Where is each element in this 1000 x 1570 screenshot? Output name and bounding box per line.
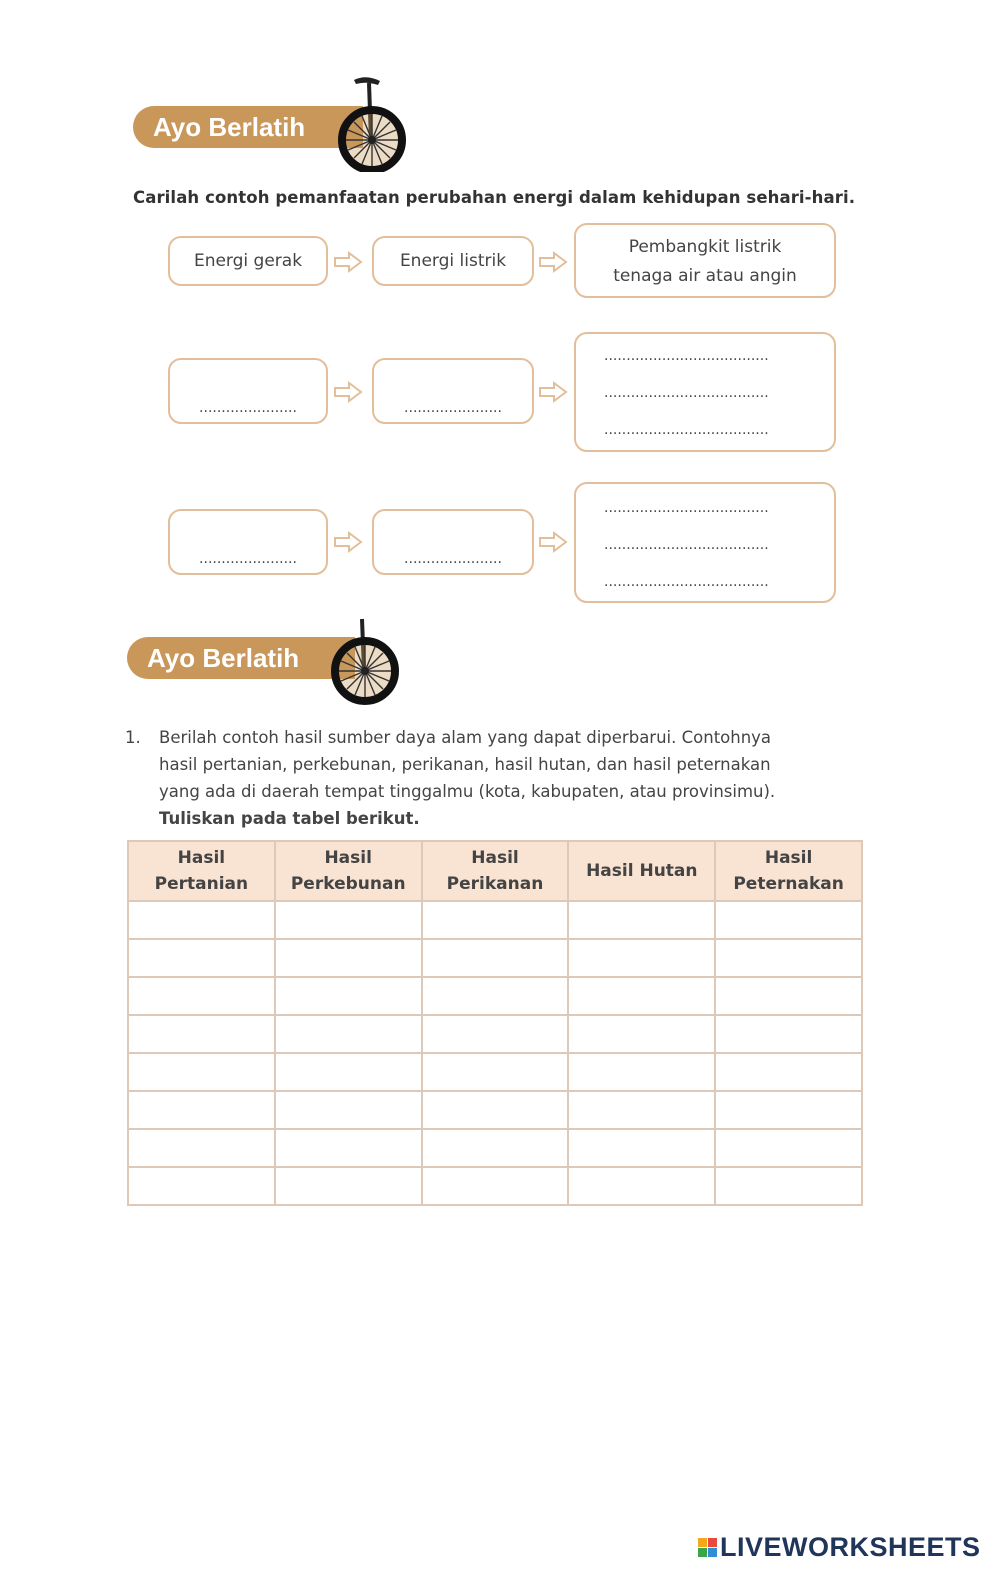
header-hasil-pertanian xyxy=(128,841,275,901)
question-line: hasil pertanian, perkebunan, perikanan, hasil hutan, dan hasil peternakan xyxy=(159,755,771,774)
table-cell[interactable] xyxy=(568,1167,715,1205)
box-line: Pembangkit listrik xyxy=(628,237,782,257)
blank-line: ...................... xyxy=(404,551,502,567)
blank-line: ...................... xyxy=(199,400,297,416)
table-cell[interactable] xyxy=(128,1053,275,1091)
table-cell[interactable] xyxy=(715,977,862,1015)
table-cell[interactable] xyxy=(568,939,715,977)
table-cell[interactable] xyxy=(715,1091,862,1129)
header-line: Hasil xyxy=(471,848,519,868)
instruction-text: Carilah contoh pemanfaatan perubahan energi dalam kehidupan sehari-hari. xyxy=(133,188,856,207)
header-line: Hasil xyxy=(324,848,372,868)
example-box-kinetic-energy xyxy=(168,236,328,286)
header-line: Pertanian xyxy=(154,874,249,894)
question-number: 1. xyxy=(125,728,141,747)
results-table xyxy=(127,840,863,1206)
answer-box-energy-to[interactable] xyxy=(372,358,534,424)
table-cell[interactable] xyxy=(715,939,862,977)
logo-square xyxy=(708,1548,717,1557)
liveworksheets-footer[interactable] xyxy=(698,1532,981,1562)
logo-square xyxy=(708,1538,717,1547)
header-line: Perkebunan xyxy=(290,874,406,894)
arrow-right-icon xyxy=(333,251,363,273)
question-line: yang ada di daerah tempat tinggalmu (kota, kabupaten, atau provinsimu). xyxy=(159,782,776,801)
example-box-electric-energy xyxy=(372,236,534,286)
table-cell[interactable] xyxy=(128,901,275,939)
table-cell[interactable] xyxy=(422,1129,569,1167)
blank-line: ..................................... xyxy=(604,422,769,438)
arrow-right-icon xyxy=(538,251,568,273)
header-line: Hasil xyxy=(764,848,813,868)
unicycle-icon xyxy=(324,615,410,705)
blank-line: ...................... xyxy=(404,400,502,416)
header-line: Hasil xyxy=(177,848,226,868)
header-hasil-peternakan xyxy=(715,841,862,901)
table-row xyxy=(128,1091,862,1129)
arrow-right-icon xyxy=(333,381,363,403)
box-line: tenaga air atau angin xyxy=(613,266,797,286)
answer-box-application[interactable] xyxy=(574,482,836,603)
table-cell[interactable] xyxy=(422,901,569,939)
blank-line: ..................................... xyxy=(604,537,769,553)
table-cell[interactable] xyxy=(275,1129,422,1167)
table-cell[interactable] xyxy=(128,939,275,977)
answer-box-energy-to[interactable] xyxy=(372,509,534,575)
table-cell[interactable] xyxy=(275,901,422,939)
banner-label: Ayo Berlatih xyxy=(153,112,306,142)
question-instruction: Tuliskan pada tabel berikut. xyxy=(159,809,420,828)
arrow-right-icon xyxy=(333,531,363,553)
header-hasil-perikanan xyxy=(422,841,569,901)
blank-line: ..................................... xyxy=(604,385,769,401)
table-cell[interactable] xyxy=(568,1015,715,1053)
table-cell[interactable] xyxy=(715,1015,862,1053)
header-hasil-hutan xyxy=(568,841,715,901)
header-hasil-perkebunan xyxy=(275,841,422,901)
table-cell[interactable] xyxy=(715,1167,862,1205)
table-cell[interactable] xyxy=(128,977,275,1015)
table-row xyxy=(128,1129,862,1167)
table-cell[interactable] xyxy=(422,1015,569,1053)
table-cell[interactable] xyxy=(422,1167,569,1205)
table-row xyxy=(128,1053,862,1091)
table-cell[interactable] xyxy=(275,1167,422,1205)
header-line: Perikanan xyxy=(446,874,544,894)
section-banner xyxy=(133,106,363,148)
header-line: Hasil Hutan xyxy=(586,861,698,881)
banner-label: Ayo Berlatih xyxy=(147,643,300,673)
table-cell[interactable] xyxy=(275,1015,422,1053)
table-cell[interactable] xyxy=(128,1091,275,1129)
table-cell[interactable] xyxy=(568,1053,715,1091)
table-cell[interactable] xyxy=(422,1091,569,1129)
brand-name: LIVEWORKSHEETS xyxy=(720,1531,981,1562)
logo-square xyxy=(698,1548,707,1557)
question-line: Berilah contoh hasil sumber daya alam yang dapat diperbarui. Contohnya xyxy=(159,728,772,747)
table-row xyxy=(128,939,862,977)
table-cell[interactable] xyxy=(422,1053,569,1091)
table-cell[interactable] xyxy=(568,977,715,1015)
box-label: Energi listrik xyxy=(399,251,507,271)
example-box-application xyxy=(574,223,836,298)
table-header-row xyxy=(128,841,862,901)
answer-box-energy-from[interactable] xyxy=(168,358,328,424)
table-cell[interactable] xyxy=(715,1053,862,1091)
logo-square xyxy=(698,1538,707,1547)
table-cell[interactable] xyxy=(128,1015,275,1053)
unicycle-icon xyxy=(332,72,418,172)
blank-line: ...................... xyxy=(199,551,297,567)
question-1 xyxy=(125,724,870,832)
blank-line: ..................................... xyxy=(604,574,769,590)
box-label: Energi gerak xyxy=(193,251,303,271)
header-line: Peternakan xyxy=(733,874,844,894)
blank-line: ..................................... xyxy=(604,500,769,516)
table-cell[interactable] xyxy=(422,939,569,977)
table-cell[interactable] xyxy=(715,1129,862,1167)
arrow-right-icon xyxy=(538,381,568,403)
table-cell[interactable] xyxy=(275,1091,422,1129)
table-row xyxy=(128,1015,862,1053)
blank-line: ..................................... xyxy=(604,348,769,364)
table-cell[interactable] xyxy=(275,977,422,1015)
table-cell[interactable] xyxy=(568,1129,715,1167)
liveworksheets-logo-icon xyxy=(698,1538,717,1557)
table-cell[interactable] xyxy=(568,901,715,939)
table-cell[interactable] xyxy=(128,1167,275,1205)
table-row xyxy=(128,977,862,1015)
table-row xyxy=(128,1167,862,1205)
answer-box-energy-from[interactable] xyxy=(168,509,328,575)
table-row xyxy=(128,901,862,939)
table-cell[interactable] xyxy=(568,1091,715,1129)
section-banner xyxy=(127,637,355,679)
table-cell[interactable] xyxy=(422,977,569,1015)
arrow-right-icon xyxy=(538,531,568,553)
table-cell[interactable] xyxy=(128,1129,275,1167)
table-cell[interactable] xyxy=(275,1053,422,1091)
answer-box-application[interactable] xyxy=(574,332,836,452)
table-cell[interactable] xyxy=(275,939,422,977)
table-cell[interactable] xyxy=(715,901,862,939)
